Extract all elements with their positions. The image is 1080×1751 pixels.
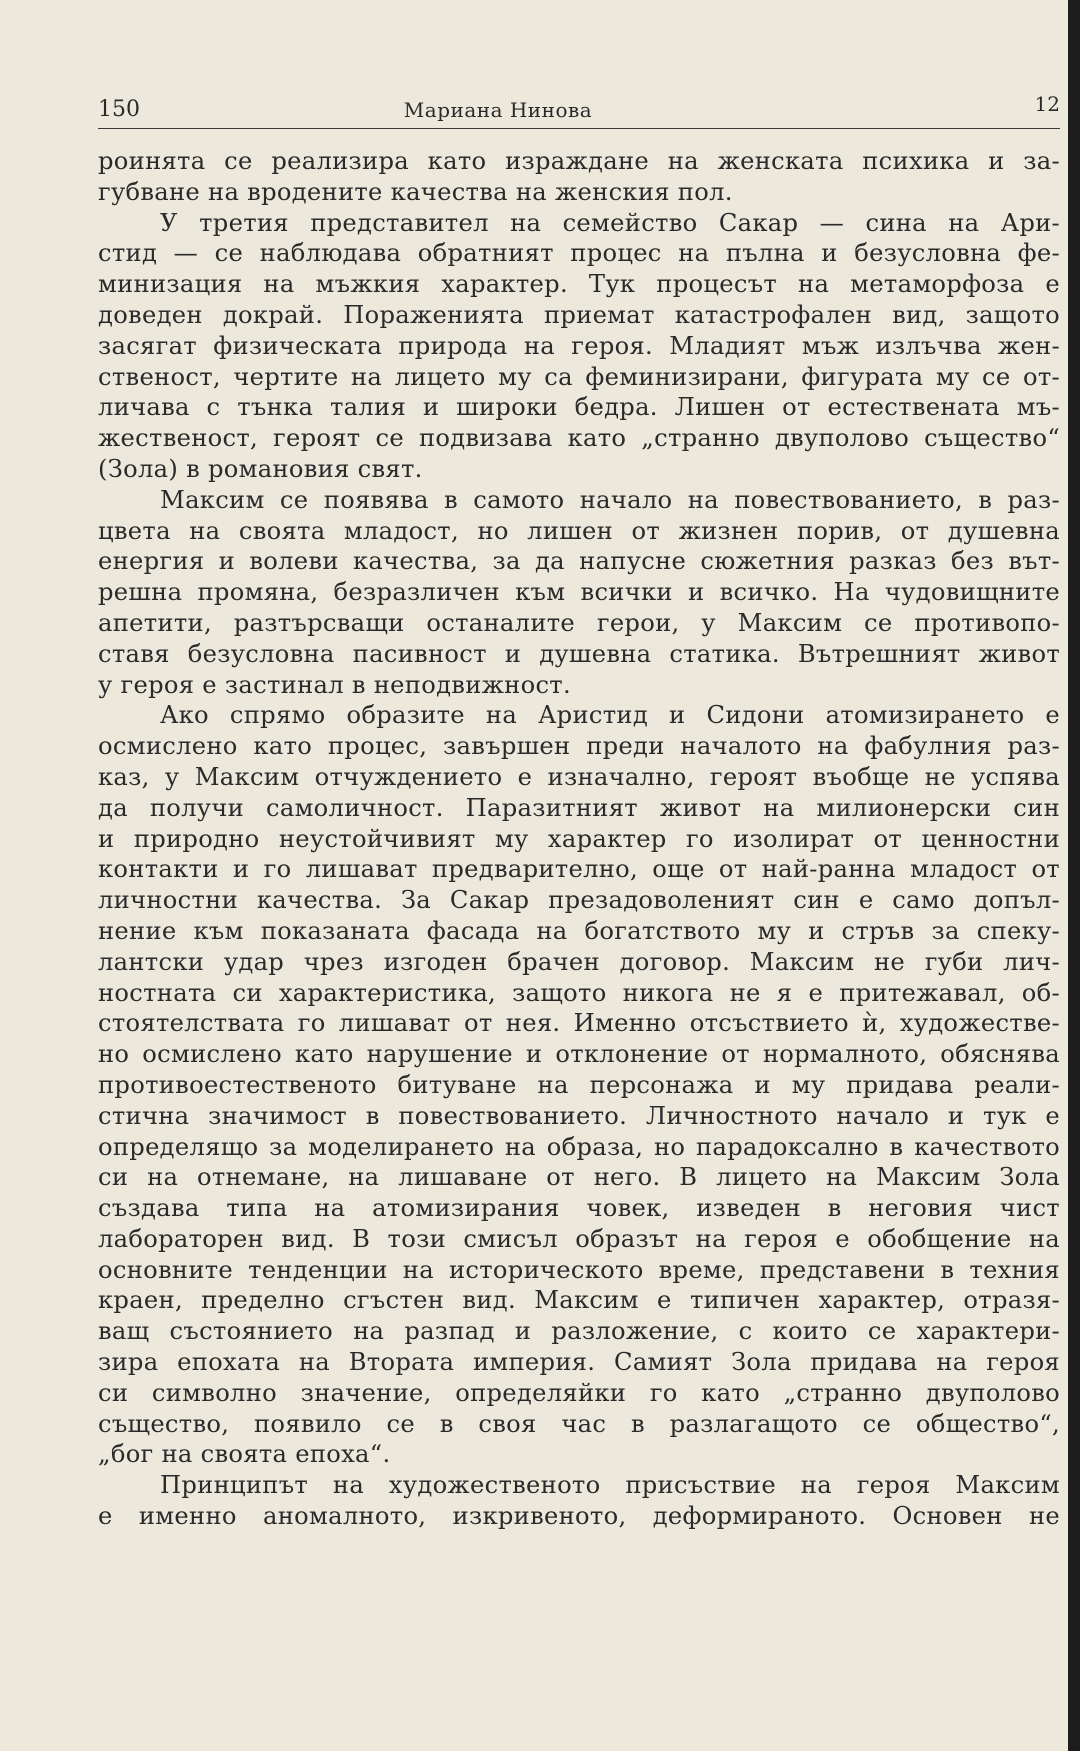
text-line: роинята се реализира като израждане на женската психика и за-: [98, 147, 1060, 175]
text-line: „бог на своята епоха“.: [98, 1440, 391, 1469]
text-line: Ако спрямо образите на Аристид и Сидони атомизирането е: [160, 701, 1060, 730]
text-line: минизация на мъжкия характер. Тук процесът на метаморфоза е: [98, 270, 1060, 299]
text-line: създава типа на атомизирания човек, изведен в неговия чист: [98, 1194, 1060, 1223]
text-line: краен, пределно сгъстен вид. Максим е типичен характер, отразя-: [98, 1286, 1060, 1315]
text-line: нение към показаната фасада на богатството му и стръв за спеку-: [98, 916, 1060, 945]
text-line: ностната си характеристика, защото никога не я е притежавал, об-: [98, 978, 1060, 1007]
text-line: у героя е застинал в неподвижност.: [98, 670, 571, 699]
text-line: ставя безусловна пасивност и душевна статика. Вътрешният живот: [98, 639, 1060, 668]
text-line: и природно неустойчивият му характер го изолират от ценностни: [98, 824, 1060, 853]
text-line: лабораторен вид. В този смисъл образът на героя е обобщение на: [98, 1224, 1060, 1253]
text-line: но осмислено като нарушение и отклонение от нормалното, обяснява: [98, 1040, 1060, 1069]
text-line: противоестественото битуване на персонажа и му придава реали-: [98, 1070, 1060, 1099]
text-line: У третия представител на семейство Сакар — сина на Ари-: [160, 208, 1060, 237]
text-line: губване на вродените качества на женския пол.: [98, 177, 733, 206]
text-line: каз, у Максим отчуждението е изначално, героят въобще не успява: [98, 762, 1060, 791]
text-line: ственост, чертите на лицето му са феминизирани, фигурата му се от-: [98, 362, 1060, 391]
page-number: 150: [98, 97, 140, 122]
text-line: засягат физическата природа на героя. Младият мъж излъчва жен-: [98, 331, 1060, 360]
page-edge-shadow: [1068, 0, 1080, 1751]
text-line: определящо за моделирането на образа, но парадоксално в качеството: [98, 1132, 1060, 1161]
text-line: енергия и волеви качества, за да напусне сюжетния разказ без вът-: [98, 547, 1060, 576]
text-line: си на отнемане, на лишаване от него. В лицето на Максим Зола: [98, 1163, 1060, 1192]
header-rule: [98, 128, 1060, 129]
text-line: цвета на своята младост, но лишен от жизнен порив, от душевна: [98, 516, 1060, 545]
text-line: да получи самоличност. Паразитният живот на милионерски син: [98, 793, 1060, 822]
text-line: стоятелствата го лишават от нея. Именно отсъствието ѝ, художестве-: [98, 1009, 1060, 1038]
text-line: стид — се наблюдава обратният процес на пълна и безусловна фе-: [98, 239, 1060, 268]
text-line: ващ състоянието на разпад и разложение, с които се характери-: [98, 1317, 1060, 1346]
body-text: [98, 146, 1060, 1532]
text-line: контакти и го лишават предварително, още от най-ранна младост от: [98, 855, 1060, 884]
text-line: зира епохата на Втората империя. Самият Зола придава на героя: [98, 1348, 1060, 1377]
text-line: стична значимост в повествованието. Личностното начало и тук е: [98, 1101, 1060, 1130]
text-line: осмислено като процес, завършен преди началото на фабулния раз-: [98, 732, 1060, 761]
running-head: Мариана Нинова: [403, 98, 593, 122]
text-line: (Зола) в романовия свят.: [98, 454, 423, 483]
text-line: жественост, героят се подвизава като „странно двуполово същество“: [98, 424, 1060, 453]
text-line: решна промяна, безразличен към всички и всичко. На чудовищните: [98, 578, 1060, 607]
header-right-mark: 12: [1034, 92, 1060, 116]
text-line: апетити, разтърсващи останалите герои, у Максим се противопо-: [98, 608, 1060, 637]
text-line: същество, появило се в своя час в разлагащото се общество“,: [98, 1409, 1060, 1438]
text-line: е именно аномалното, изкривеното, деформираното. Основен не: [98, 1502, 1060, 1531]
text-line: си символно значение, определяйки го като „странно двуполово: [98, 1378, 1060, 1407]
text-line: основните тенденции на историческото време, представени в техния: [98, 1255, 1060, 1284]
text-line: Максим се появява в самото начало на повествованието, в раз-: [160, 485, 1060, 514]
text-line: лантски удар чрез изгоден брачен договор. Максим не губи лич-: [98, 947, 1060, 976]
page-header: [98, 92, 1060, 128]
text-line: доведен докрай. Пораженията приемат катастрофален вид, защото: [98, 300, 1060, 329]
text-line: личава с тънка талия и широки бедра. Лишен от естествената мъ-: [98, 393, 1060, 422]
text-line: личностни качества. За Сакар презадоволеният син е само допъл-: [98, 886, 1060, 915]
text-line: Принципът на художественото присъствие на героя Максим: [160, 1471, 1060, 1500]
